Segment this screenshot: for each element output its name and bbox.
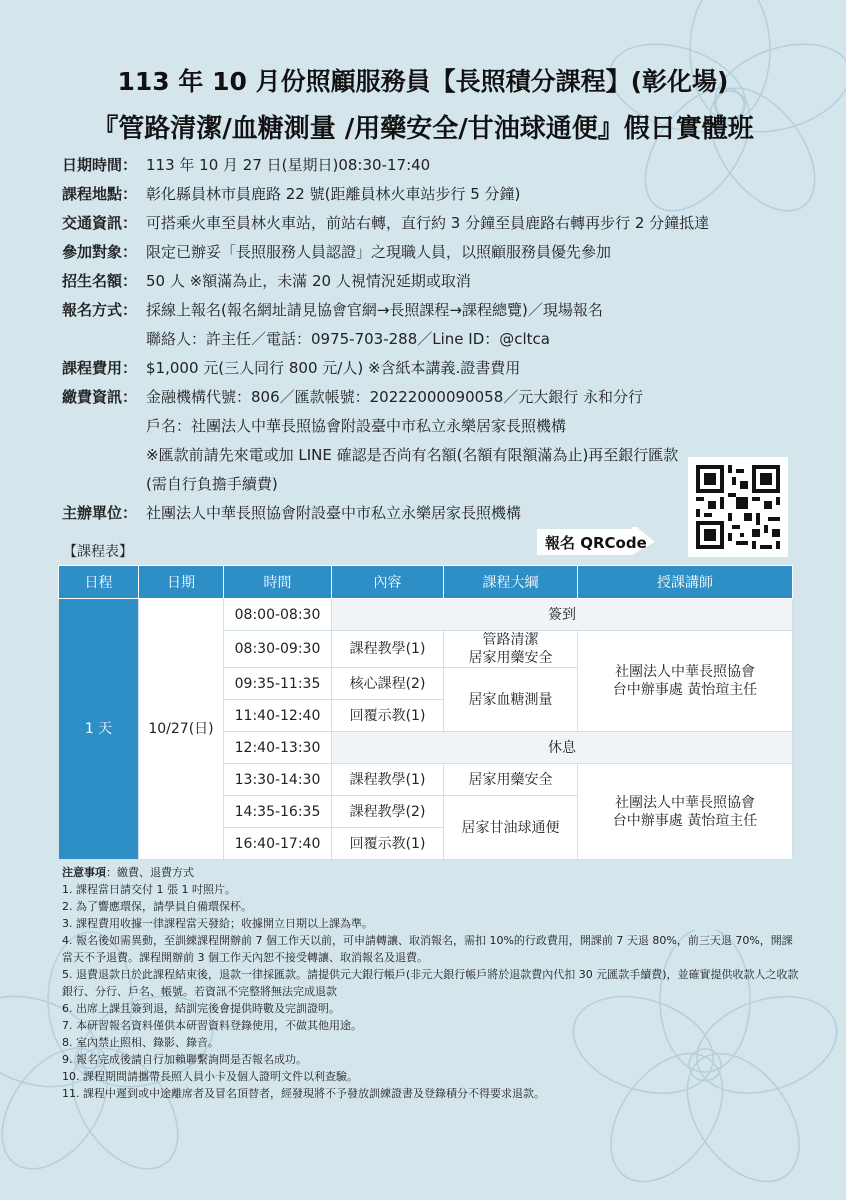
- time-cell: 13:30-14:30: [224, 764, 332, 796]
- time-cell: 12:40-13:30: [224, 732, 332, 764]
- day-cell: 1 天: [59, 599, 139, 860]
- info-value: $1,000 元(三人同行 800 元/人) ※含紙本講義.證書費用: [146, 359, 521, 377]
- note-item: 11. 課程中遲到或中途離席者及冒名頂替者，經發現將不予發放訓練證書及登錄積分不得要求退款。: [62, 1087, 545, 1100]
- info-row-contact: [62, 324, 802, 353]
- info-row-quota: [62, 266, 802, 295]
- info-label: 課程地點：: [62, 185, 138, 203]
- content-cell: 課程教學(1): [332, 631, 444, 668]
- info-label: 日期時間：: [62, 156, 138, 174]
- teacher-cell: [578, 764, 793, 860]
- outline-cell: [444, 631, 578, 668]
- info-value: 50 人 ※額滿為止，未滿 20 人視情況延期或取消: [146, 272, 471, 290]
- page-subtitle: 『管路清潔/血糖測量 /用藥安全/甘油球通便』假日實體班: [92, 114, 754, 144]
- info-value: 採線上報名(報名網址請見協會官網→長照課程→課程總覽)／現場報名: [146, 301, 603, 319]
- table-header: 日程: [59, 566, 139, 599]
- time-cell: 11:40-12:40: [224, 700, 332, 732]
- info-label: 報名方式：: [62, 301, 138, 319]
- notes-title: 注意事項: [62, 866, 106, 879]
- notes-section: [62, 864, 802, 1102]
- table-header: 日期: [139, 566, 224, 599]
- info-row-target: [62, 237, 802, 266]
- teacher-org: 社團法人中華長照協會: [615, 664, 755, 680]
- info-value: 社團法人中華長照協會附設臺中市私立永樂居家長照機構: [146, 504, 522, 522]
- note-item: 7. 本研習報名資料僅供本研習資料登錄使用，不做其他用途。: [62, 1019, 362, 1032]
- teacher-name: 台中辦事處 黃怡瑄主任: [612, 682, 758, 698]
- schedule-table: [58, 565, 793, 860]
- table-header: 課程大綱: [444, 566, 578, 599]
- time-cell: 08:30-09:30: [224, 631, 332, 668]
- table-row: [59, 599, 793, 631]
- info-row-transport: [62, 208, 802, 237]
- note-item: 2. 為了響應環保，請學員自備環保杯。: [62, 900, 252, 913]
- info-label: 主辦單位：: [62, 504, 138, 522]
- outline-line: 居家用藥安全: [468, 650, 553, 666]
- info-label: 課程費用：: [62, 359, 138, 377]
- table-header: 內容: [332, 566, 444, 599]
- content-cell: 課程教學(1): [332, 764, 444, 796]
- table-header: 時間: [224, 566, 332, 599]
- info-row-fee: [62, 353, 802, 382]
- info-label: 繳費資訊：: [62, 388, 138, 406]
- content-cell: 回覆示教(1): [332, 700, 444, 732]
- note-item: 4. 報名後如需異動，至訓練課程開辦前 7 個工作天以前，可申請轉讓、取消報名，需扣 10%的行政費用，開課前 7 天退 80%，前三天退 70%，開課當天不予退費。課程開辦前 3 個工作天內恕不接受轉讓、取消報名及退費。: [62, 934, 793, 964]
- notes-heading: [62, 864, 802, 881]
- info-label: 交通資訊：: [62, 214, 138, 232]
- teacher-name: 台中辦事處 黃怡瑄主任: [612, 812, 758, 829]
- outline-cell: 居家血糖測量: [444, 668, 578, 732]
- table-header-row: [59, 566, 793, 599]
- outline-cell: 居家甘油球通便: [444, 796, 578, 860]
- date-cell: 10/27(日): [139, 599, 224, 860]
- teacher-cell: [578, 631, 793, 732]
- info-value: (需自行負擔手續費): [146, 475, 278, 493]
- info-value: 可搭乘火車至員林火車站，前站右轉，直行約 3 分鐘至員鹿路右轉再步行 2 分鐘抵達: [146, 214, 710, 232]
- content-cell: 課程教學(2): [332, 796, 444, 828]
- time-cell: 16:40-17:40: [224, 828, 332, 860]
- note-item: 6. 出席上課且簽到退，結訓完後會提供時數及完訓證明。: [62, 1002, 340, 1015]
- time-cell: 09:35-11:35: [224, 668, 332, 700]
- note-item: 1. 課程當日請交付 1 張 1 吋照片。: [62, 883, 236, 896]
- info-value: 彰化縣員林市員鹿路 22 號(距離員林火車站步行 5 分鐘): [146, 185, 521, 203]
- schedule-label: 【課程表】: [63, 544, 133, 560]
- time-cell: 14:35-16:35: [224, 796, 332, 828]
- info-row-date: [62, 150, 802, 179]
- outline-line: 管路清潔: [482, 632, 539, 648]
- info-row-registration: [62, 295, 802, 324]
- signin-cell: 簽到: [332, 599, 793, 631]
- info-value: ※匯款前請先來電或加 LINE 確認是否尚有名額(名額有限額滿為止)再至銀行匯款: [146, 446, 679, 464]
- info-label: 參加對象：: [62, 243, 138, 261]
- info-value: 戶名：社團法人中華長照協會附設臺中市私立永樂居家長照機構: [146, 417, 567, 435]
- note-item: 10. 課程期間請攜帶長照人員小卡及個人證明文件以利查驗。: [62, 1070, 358, 1083]
- info-label: 招生名額：: [62, 272, 138, 290]
- info-value: 聯絡人：許主任／電話：0975-703-288／Line ID：@cltca: [146, 330, 550, 348]
- notes-subtitle: ：繳費、退費方式: [106, 866, 194, 879]
- qr-label: 報名 QRCode: [545, 534, 647, 552]
- note-item: 9. 報名完成後請自行加賴聯繫詢問是否報名成功。: [62, 1053, 307, 1066]
- time-cell: 08:00-08:30: [224, 599, 332, 631]
- info-value: 限定已辦妥「長照服務人員認證」之現職人員，以照顧服務員優先參加: [146, 243, 612, 261]
- content-cell: 核心課程(2): [332, 668, 444, 700]
- page-title: 113 年 10 月份照顧服務員【長照積分課程】(彰化場): [117, 67, 729, 96]
- info-value: 113 年 10 月 27 日(星期日)08:30-17:40: [146, 156, 431, 174]
- info-row-payment-name: [62, 411, 802, 440]
- outline-cell: 居家用藥安全: [444, 764, 578, 796]
- info-row-payment: [62, 382, 802, 411]
- note-item: 8. 室內禁止照相、錄影、錄音。: [62, 1036, 219, 1049]
- info-value: 金融機構代號：806／匯款帳號：20222000090058／元大銀行 永和分行: [146, 388, 644, 406]
- content-cell: 回覆示教(1): [332, 828, 444, 860]
- rest-cell: 休息: [332, 732, 793, 764]
- note-item: 5. 退費退款日於此課程結束後，退款一律採匯款。請提供元大銀行帳戶(非元大銀行帳戶將於退款費內代扣 30 元匯款手續費)，並確實提供收款人之收款銀行、分行、戶名、帳號。若資訊不完整將無法完成退款: [62, 968, 799, 998]
- qr-code[interactable]: [688, 457, 788, 557]
- note-item: 3. 課程費用收據一律課程當天發給；收據開立日期以上課為準。: [62, 917, 373, 930]
- table-header: 授課講師: [578, 566, 793, 599]
- info-row-location: [62, 179, 802, 208]
- teacher-org: 社團法人中華長照協會: [615, 794, 755, 811]
